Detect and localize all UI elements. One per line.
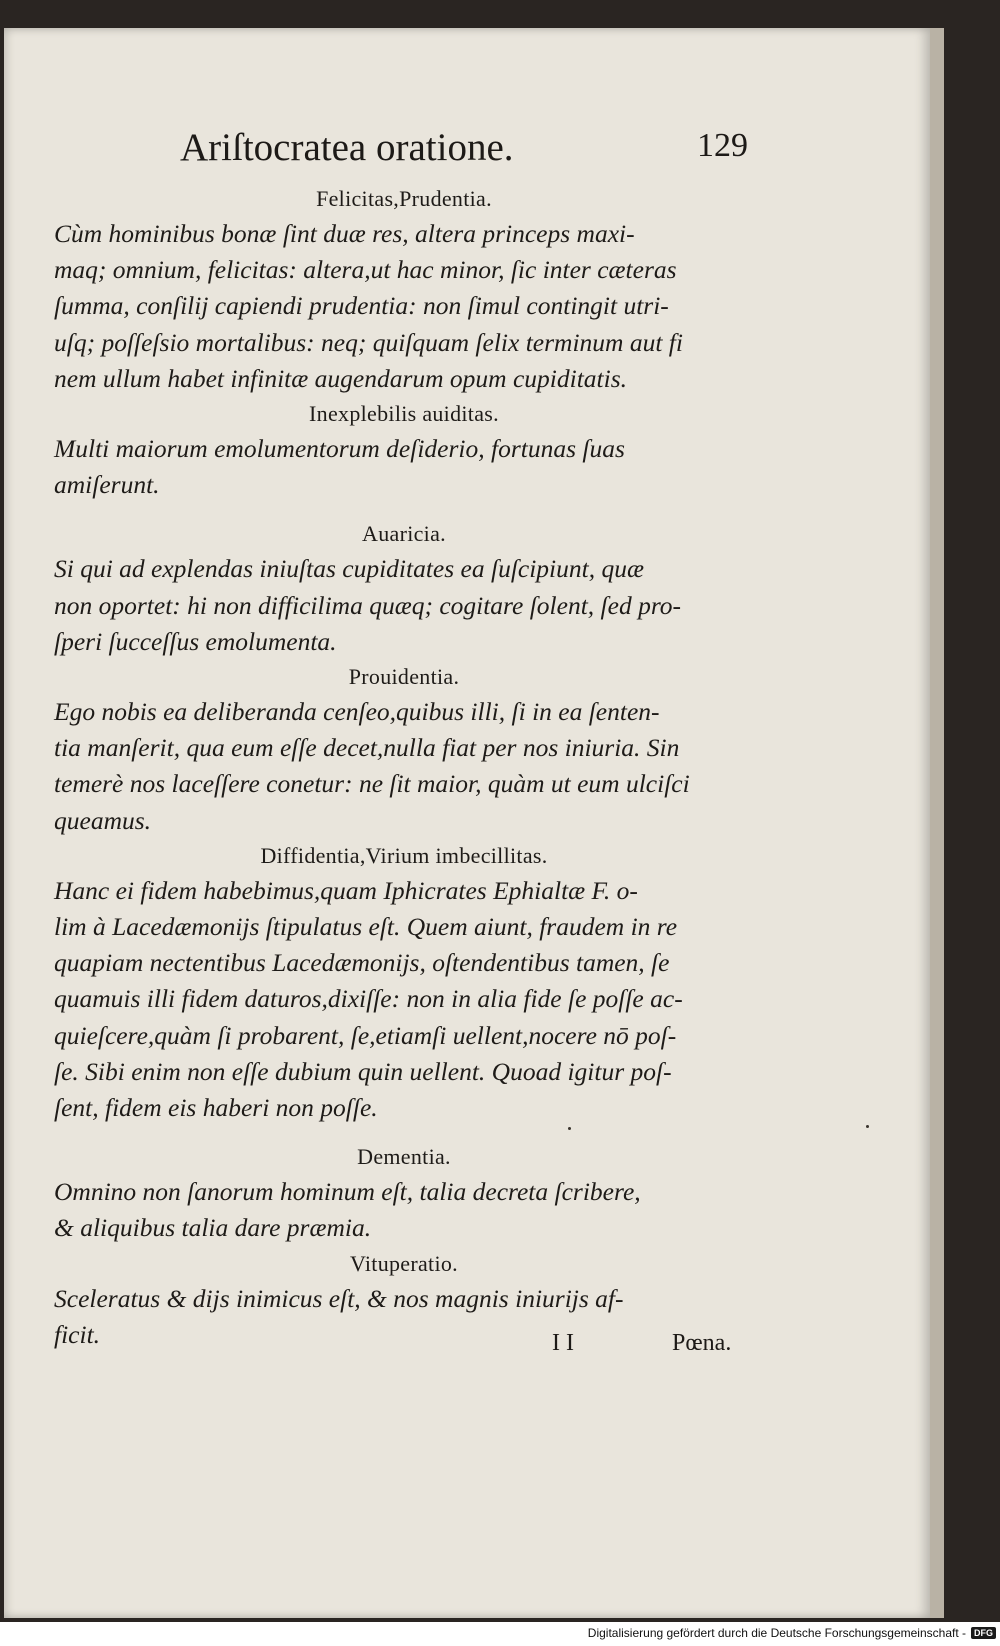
body-text — [54, 182, 754, 1353]
section-prouidentia — [54, 660, 754, 839]
footer-bar — [0, 1622, 1000, 1646]
section-heading: Prouidentia. — [348, 664, 460, 690]
text-line: non oportet: hi non difficilima quæq; cogitare ſolent, ſed pro- — [54, 590, 682, 620]
text-line: Multi maiorum emolumentorum deſiderio, fortunas ſuas — [54, 434, 625, 464]
text-line: quapiam nectentibus Lacedæmonijs, oſtendentibus tamen, ſe — [54, 948, 670, 978]
section-heading: Felicitas,Prudentia. — [316, 186, 492, 211]
section-dementia — [54, 1140, 754, 1246]
section-heading: Inexplebilis auiditas. — [309, 401, 499, 427]
section-diffidentia — [54, 839, 754, 1126]
funding-credit: Digitalisierung gefördert durch die Deutsche Forschungsgemeinschaft - — [587, 1626, 966, 1640]
section-paragraph — [54, 551, 754, 660]
section-vituperatio — [54, 1247, 754, 1353]
text-line: Cùm hominibus bonæ ſint duæ res, altera princeps maxi- — [54, 219, 635, 248]
spacer — [54, 1126, 754, 1140]
section-auaricia — [54, 517, 754, 660]
section-inexplebilis — [54, 397, 754, 503]
section-heading: Dementia. — [357, 1144, 451, 1170]
section-paragraph — [54, 873, 754, 1126]
section-paragraph — [54, 1281, 754, 1353]
spacer — [54, 503, 754, 517]
section-paragraph — [54, 694, 754, 839]
ink-speck — [866, 1125, 869, 1128]
text-line: ſumma, conſilij capiendi prudentia: non ſimul contingit utri- — [54, 291, 669, 321]
page-number: 129 — [697, 127, 748, 164]
running-head — [180, 125, 760, 175]
page-edge — [930, 28, 944, 1618]
text-line: ficit. — [54, 1319, 101, 1349]
text-line: ſent, fidem eis haberi non poſſe. — [54, 1093, 378, 1123]
signature-mark: I I — [552, 1330, 574, 1356]
text-line: Ego nobis ea deliberanda cenſeo,quibus illi, ſi in ea ſenten- — [54, 697, 660, 727]
text-line: temerè nos laceſſere conetur: ne ſit maior, quàm ut eum ulciſci — [54, 769, 690, 799]
running-title: Ariſtocratea oratione. — [180, 126, 514, 169]
text-line: lim à Lacedæmonijs ſtipulatus eſt. Quem aiunt, fraudem in re — [54, 912, 678, 942]
text-line: tia manſerit, qua eum eſſe decet,nulla fiat per nos iniuria. Sin — [54, 733, 680, 763]
section-paragraph — [54, 1174, 754, 1246]
section-heading: Diffidentia,Virium imbecillitas. — [260, 842, 548, 868]
section-heading: Vituperatio. — [350, 1250, 458, 1276]
text-line: ſperi ſucceſſus emolumenta. — [54, 626, 337, 656]
text-line: & aliquibus talia dare præmia. — [54, 1213, 372, 1243]
text-line: ſe. Sibi enim non eſſe dubium quin uellent. Quoad igitur poſ- — [54, 1056, 672, 1086]
text-line: quamuis illi fidem daturos,dixiſſe: non in alia fide ſe poſſe ac- — [54, 984, 683, 1014]
text-line: Si qui ad explendas iniuſtas cupiditates ea ſuſcipiunt, quæ — [54, 554, 644, 584]
catchword: Pœna. — [672, 1330, 732, 1356]
text-line: maq; omnium, felicitas: altera,ut hac minor, ſic inter cæteras — [54, 255, 677, 285]
text-line: quieſcere,quàm ſi probarent, ſe,etiamſi uellent,nocere nō poſ- — [54, 1020, 677, 1050]
text-line: nem ullum habet infinitæ augendarum opum cupiditatis. — [54, 363, 628, 393]
section-felicitas — [54, 182, 754, 397]
text-line: uſq; poſſeſsio mortalibus: neq; quiſquam ſelix terminum aut fi — [54, 327, 683, 357]
text-line: Sceleratus & dijs inimicus eſt, & nos magnis iniurijs af- — [54, 1283, 624, 1313]
dfg-logo: DFG — [971, 1627, 996, 1639]
ink-speck — [568, 1127, 571, 1130]
text-line: queamus. — [54, 805, 152, 835]
section-paragraph — [54, 216, 754, 397]
text-line: Omnino non ſanorum hominum eſt, talia decreta ſcribere, — [54, 1177, 641, 1207]
section-paragraph — [54, 431, 754, 503]
text-line: amiſerunt. — [54, 470, 160, 500]
text-line: Hanc ei fidem habebimus,quam Iphicrates Ephialtæ F. o- — [54, 875, 638, 905]
section-heading: Auaricia. — [362, 521, 446, 547]
